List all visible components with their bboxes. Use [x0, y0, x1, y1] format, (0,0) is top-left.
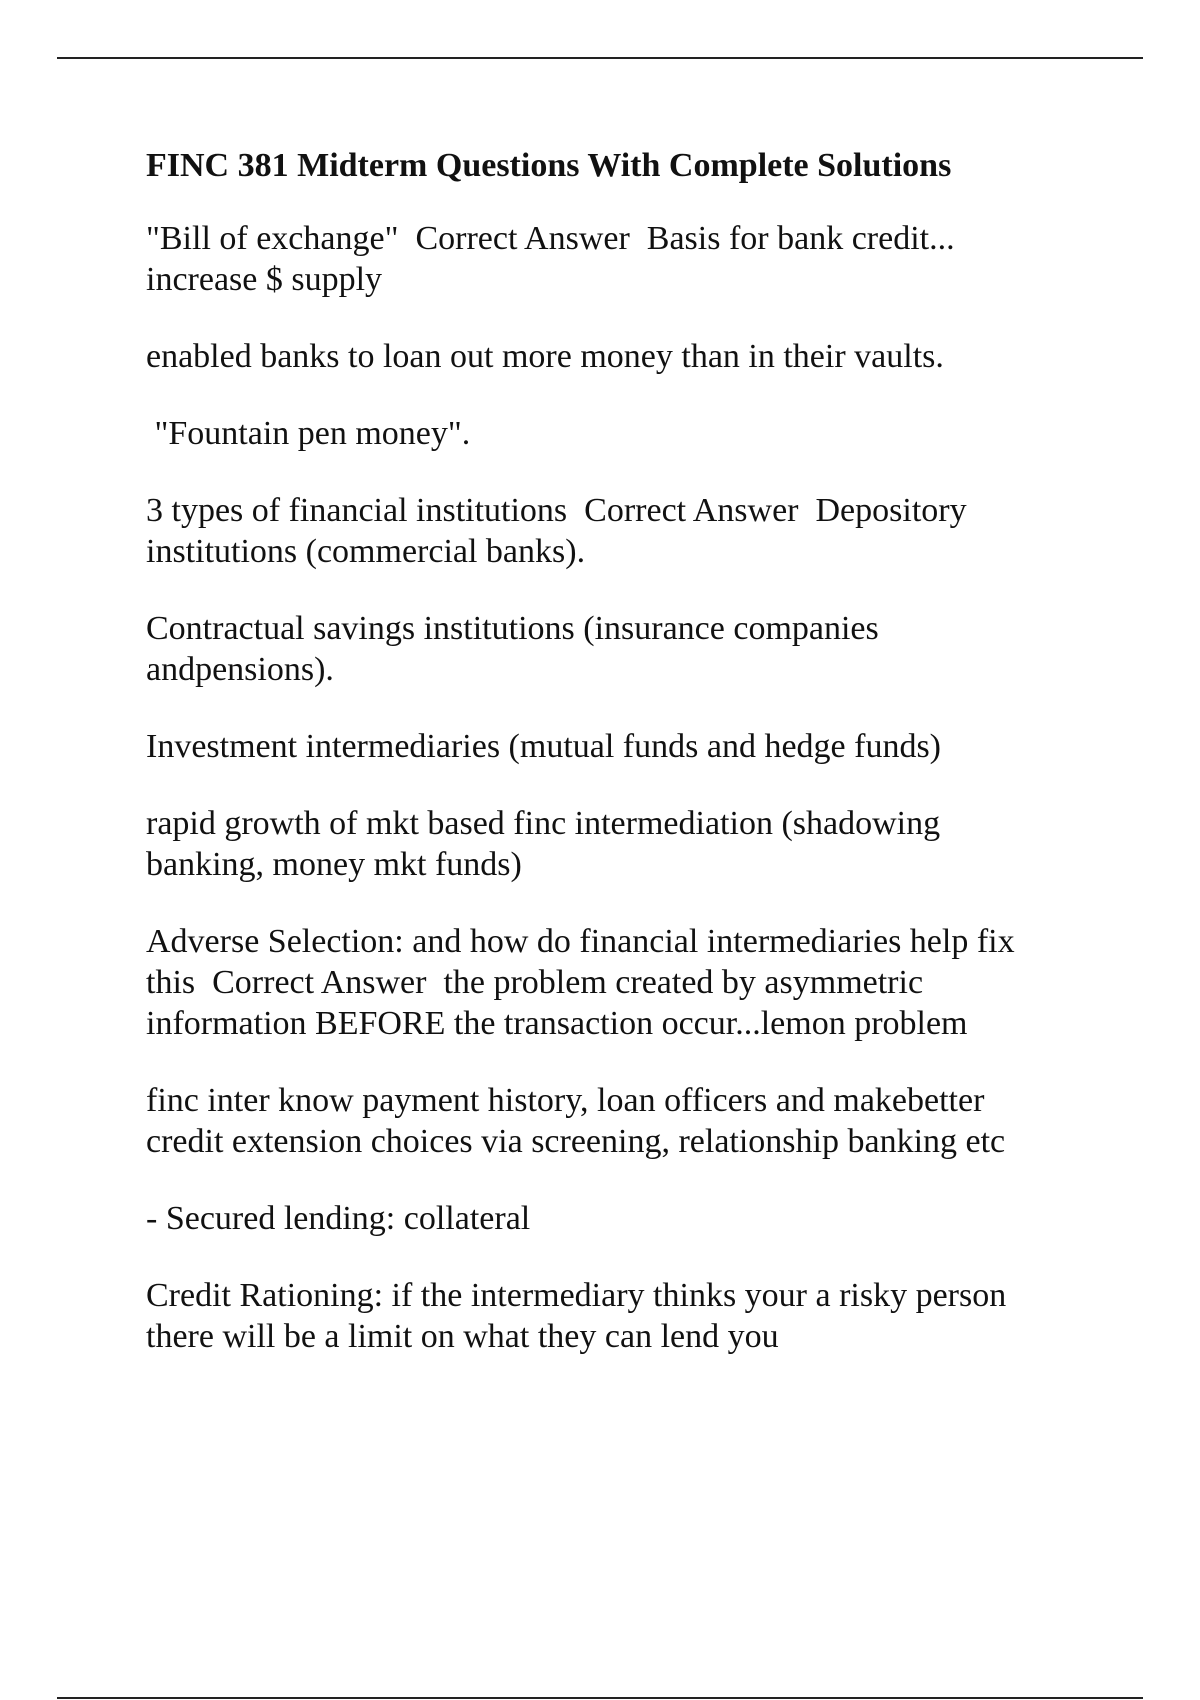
paragraph-line: there will be a limit on what they can lend you [146, 1318, 779, 1355]
paragraph-line: Contractual savings institutions (insurance companies [146, 610, 879, 647]
paragraph [146, 921, 1086, 1044]
paragraph-line: information BEFORE the transaction occur...lemon problem [146, 1005, 968, 1042]
paragraph-line: Adverse Selection: and how do financial intermediaries help fix [146, 923, 1015, 960]
paragraph-line: - Secured lending: collateral [146, 1200, 531, 1237]
paragraph-line: andpensions). [146, 651, 334, 688]
document-body [146, 144, 1086, 1393]
paragraph-line: institutions (commercial banks). [146, 533, 586, 570]
paragraph-line: 3 types of financial institutions Correct Answer Depository [146, 492, 967, 529]
paragraph-line: increase $ supply [146, 261, 383, 298]
bottom-rule [57, 1697, 1143, 1699]
paragraph-line: "Fountain pen money". [146, 415, 471, 452]
paragraph [146, 1080, 1086, 1162]
paragraph [146, 413, 1086, 454]
paragraph-line: "Bill of exchange" Correct Answer Basis for bank credit... [146, 220, 955, 257]
paragraph-line: credit extension choices via screening, relationship banking etc [146, 1123, 1006, 1160]
paragraph [146, 726, 1086, 767]
paragraph [146, 803, 1086, 885]
paragraph [146, 608, 1086, 690]
paragraph [146, 1275, 1086, 1357]
paragraph-line: finc inter know payment history, loan officers and makebetter [146, 1082, 985, 1119]
paragraph-line: enabled banks to loan out more money than in their vaults. [146, 338, 944, 375]
paragraph-line: this Correct Answer the problem created by asymmetric [146, 964, 924, 1001]
paragraph [146, 336, 1086, 377]
document-title: FINC 381 Midterm Questions With Complete Solutions [146, 147, 952, 184]
top-rule [57, 57, 1143, 59]
paragraph-line: banking, money mkt funds) [146, 846, 522, 883]
paragraph [146, 490, 1086, 572]
paragraph [146, 218, 1086, 300]
paragraph-line: Investment intermediaries (mutual funds and hedge funds) [146, 728, 941, 765]
paragraph-line: rapid growth of mkt based finc intermediation (shadowing [146, 805, 941, 842]
paragraph [146, 1198, 1086, 1239]
paragraph-line: Credit Rationing: if the intermediary thinks your a risky person [146, 1277, 1007, 1314]
